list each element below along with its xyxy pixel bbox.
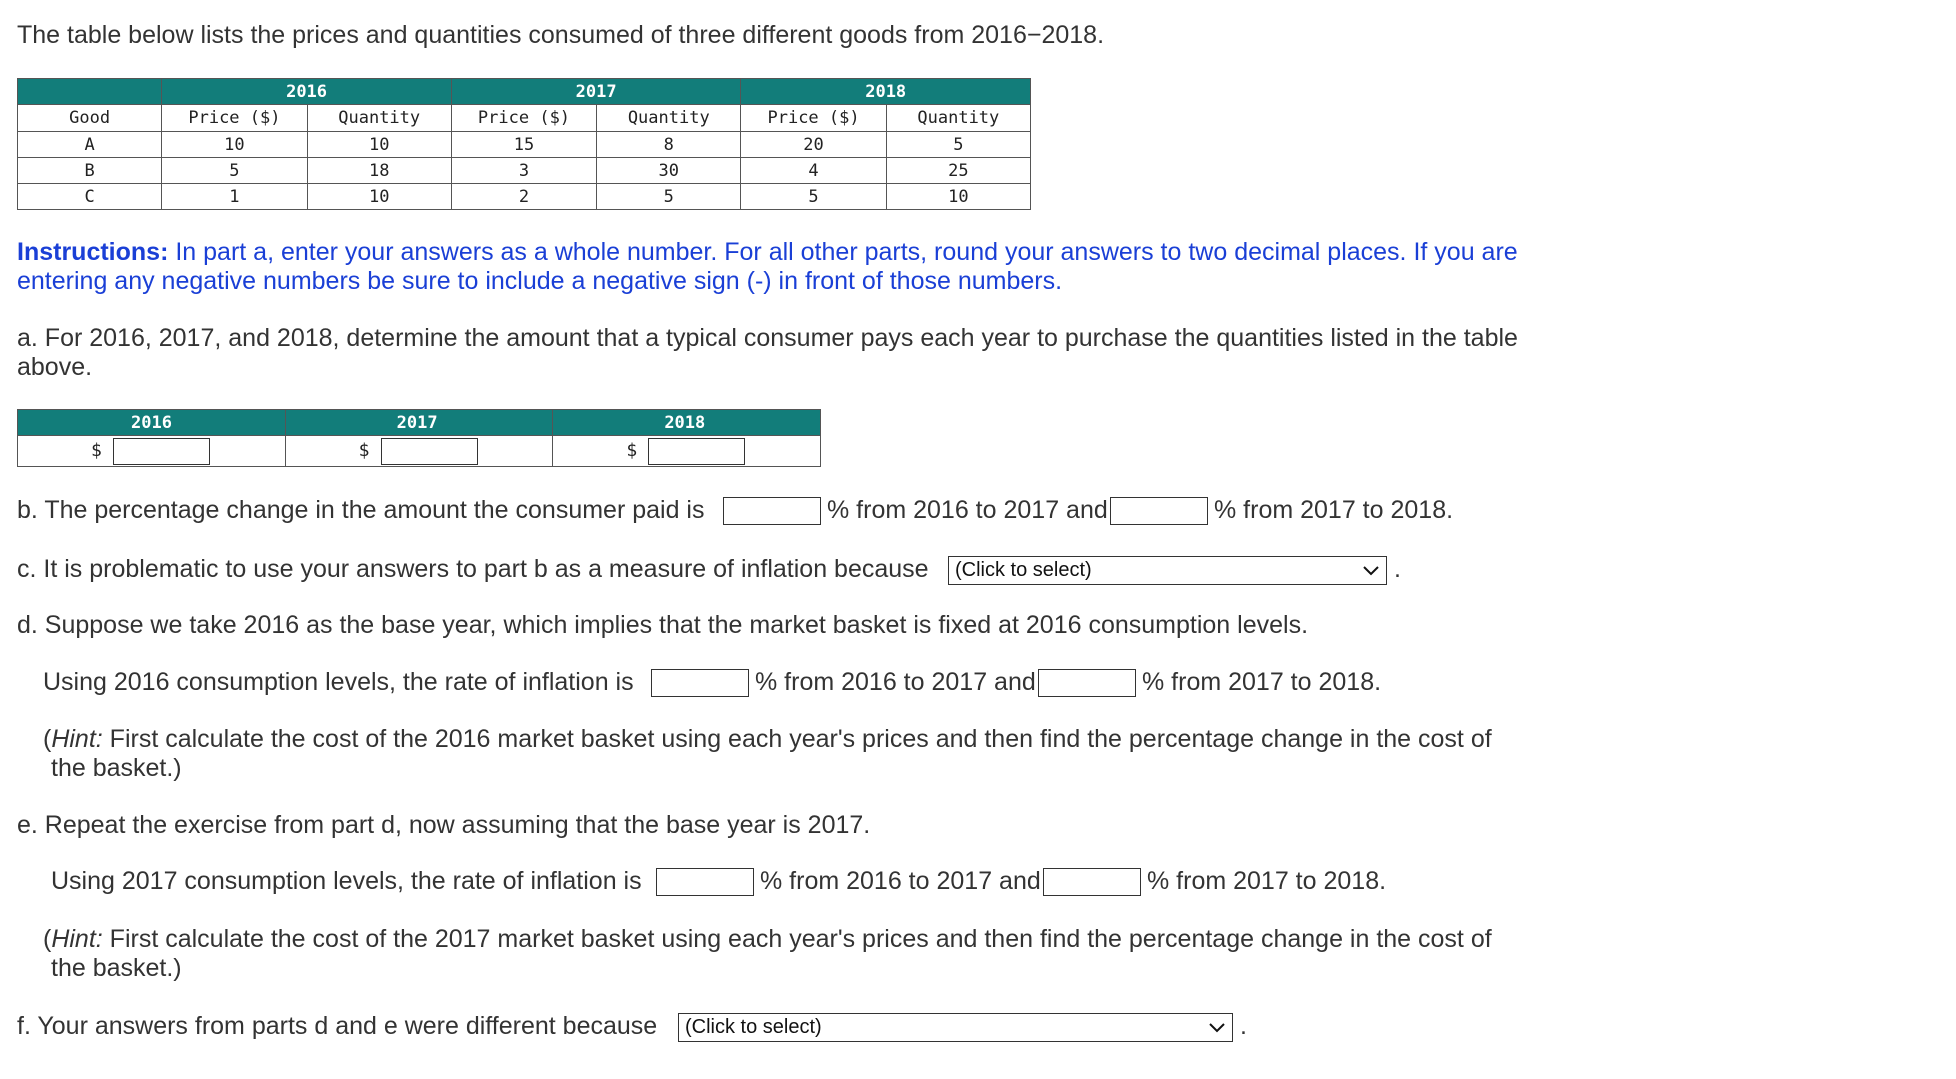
part-e-using-text: % from 2017 to 2018. [1147,867,1387,895]
table-cell: 18 [307,158,451,184]
table-row [18,132,1031,158]
table-column-header: Quantity [886,105,1030,132]
chevron-down-icon [1208,1015,1226,1039]
part-e-using-text: % from 2016 to 2017 and [760,867,1041,895]
table-cell: 5 [741,184,886,210]
table-year-header: 2016 [162,79,452,105]
table-column-header: Good [18,105,162,132]
table-cell: 3 [451,158,596,184]
part-f-text: f. Your answers from parts d and e were different because [17,1012,658,1040]
part-c-period: . [1394,555,1401,583]
table-year-header: 2017 [451,79,741,105]
answer-year-header: 2016 [18,410,286,436]
part-e-inflation-2017-2018-input[interactable] [1043,868,1141,896]
answer-year-header: 2017 [285,410,553,436]
dollar-sign: $ [626,440,638,461]
part-b-change-2017-2018-input[interactable] [1110,497,1208,525]
table-cell: 10 [307,132,451,158]
table-cell: 4 [741,158,886,184]
part-d-inflation-2016-2017-input[interactable] [651,669,749,697]
part-f-dropdown[interactable] [678,1013,1233,1042]
part-e-hint: (Hint: First calculate the cost of the 2017 market basket using each year's prices and then find the percentage change in the cost of [43,925,1492,953]
part-e-hint-cont: the basket.) [51,954,182,982]
part-b-text: b. The percentage change in the amount the consumer paid is [17,496,705,524]
part-d-using-text: Using 2016 consumption levels, the rate of inflation is [43,668,634,696]
table-column-header: Quantity [597,105,741,132]
part-e-inflation-2016-2017-input[interactable] [656,868,754,896]
instructions-label: Instructions: [17,238,169,266]
table-cell: 10 [307,184,451,210]
table-column-header: Price ($) [741,105,886,132]
table-cell: 8 [597,132,741,158]
part-c-text: c. It is problematic to use your answers to part b as a measure of inflation because [17,555,929,583]
dropdown-value: (Click to select) [955,559,1092,581]
table-row [18,158,1031,184]
price-quantity-table [17,78,1031,210]
dropdown-value: (Click to select) [685,1016,822,1038]
table-column-header: Price ($) [162,105,307,132]
part-e-using-text: Using 2017 consumption levels, the rate of inflation is [51,867,642,895]
part-b-change-2016-2017-input[interactable] [723,497,821,525]
table-cell: 5 [597,184,741,210]
table-column-header: Price ($) [451,105,596,132]
hint-label: Hint: [51,925,103,953]
table-year-header: 2018 [741,79,1031,105]
cost-2017-input[interactable] [381,438,478,465]
dollar-sign: $ [91,440,102,461]
part-d-hint-cont: the basket.) [51,754,182,782]
table-cell: 25 [886,158,1030,184]
part-b-text: % from 2017 to 2018. [1214,496,1454,524]
instructions-text: In part a, enter your answers as a whole number. For all other parts, round your answers to two decimal places. If you are [168,238,1518,266]
table-cell: 30 [597,158,741,184]
instructions-line-1 [17,237,1518,267]
intro-text: The table below lists the prices and quantities consumed of three different goods from 2016−2018. [17,21,1105,49]
part-a-text: a. For 2016, 2017, and 2018, determine the amount that a typical consumer pays each year to purchase the quantities listed in the table [17,324,1518,352]
hint-label: Hint: [51,725,103,753]
table-corner-header [18,79,162,105]
table-cell: 10 [162,132,307,158]
part-d-using-text: % from 2016 to 2017 and [755,668,1036,696]
answer-cell-2017 [285,436,553,467]
part-d-using-text: % from 2017 to 2018. [1142,668,1382,696]
table-cell: 2 [451,184,596,210]
part-f-period: . [1240,1012,1247,1040]
chevron-down-icon [1362,558,1380,582]
table-cell: 5 [886,132,1030,158]
table-cell: 20 [741,132,886,158]
table-cell: 10 [886,184,1030,210]
table-row [18,184,1031,210]
part-d-inflation-2017-2018-input[interactable] [1038,669,1136,697]
instructions-line-2: entering any negative numbers be sure to include a negative sign (-) in front of those numbers. [17,267,1063,295]
cost-2016-input[interactable] [113,438,210,465]
table-cell: B [18,158,162,184]
table-cell: A [18,132,162,158]
answer-year-header: 2018 [553,410,821,436]
dollar-sign: $ [358,440,370,461]
part-d-hint: (Hint: First calculate the cost of the 2016 market basket using each year's prices and then find the percentage change in the cost of [43,725,1492,753]
cost-2018-input[interactable] [648,438,745,465]
part-d-text: d. Suppose we take 2016 as the base year, which implies that the market basket is fixed at 2016 consumption levels. [17,611,1309,639]
table-cell: 15 [451,132,596,158]
part-c-dropdown[interactable] [948,556,1387,585]
table-cell: C [18,184,162,210]
table-column-header: Quantity [307,105,451,132]
part-a-text-cont: above. [17,353,93,381]
answer-cell-2016 [18,436,286,467]
table-cell: 5 [162,158,307,184]
part-b-text: % from 2016 to 2017 and [827,496,1108,524]
table-cell: 1 [162,184,307,210]
answer-cell-2018 [553,436,821,467]
part-e-text: e. Repeat the exercise from part d, now assuming that the base year is 2017. [17,811,871,839]
part-a-answer-table [17,409,821,467]
